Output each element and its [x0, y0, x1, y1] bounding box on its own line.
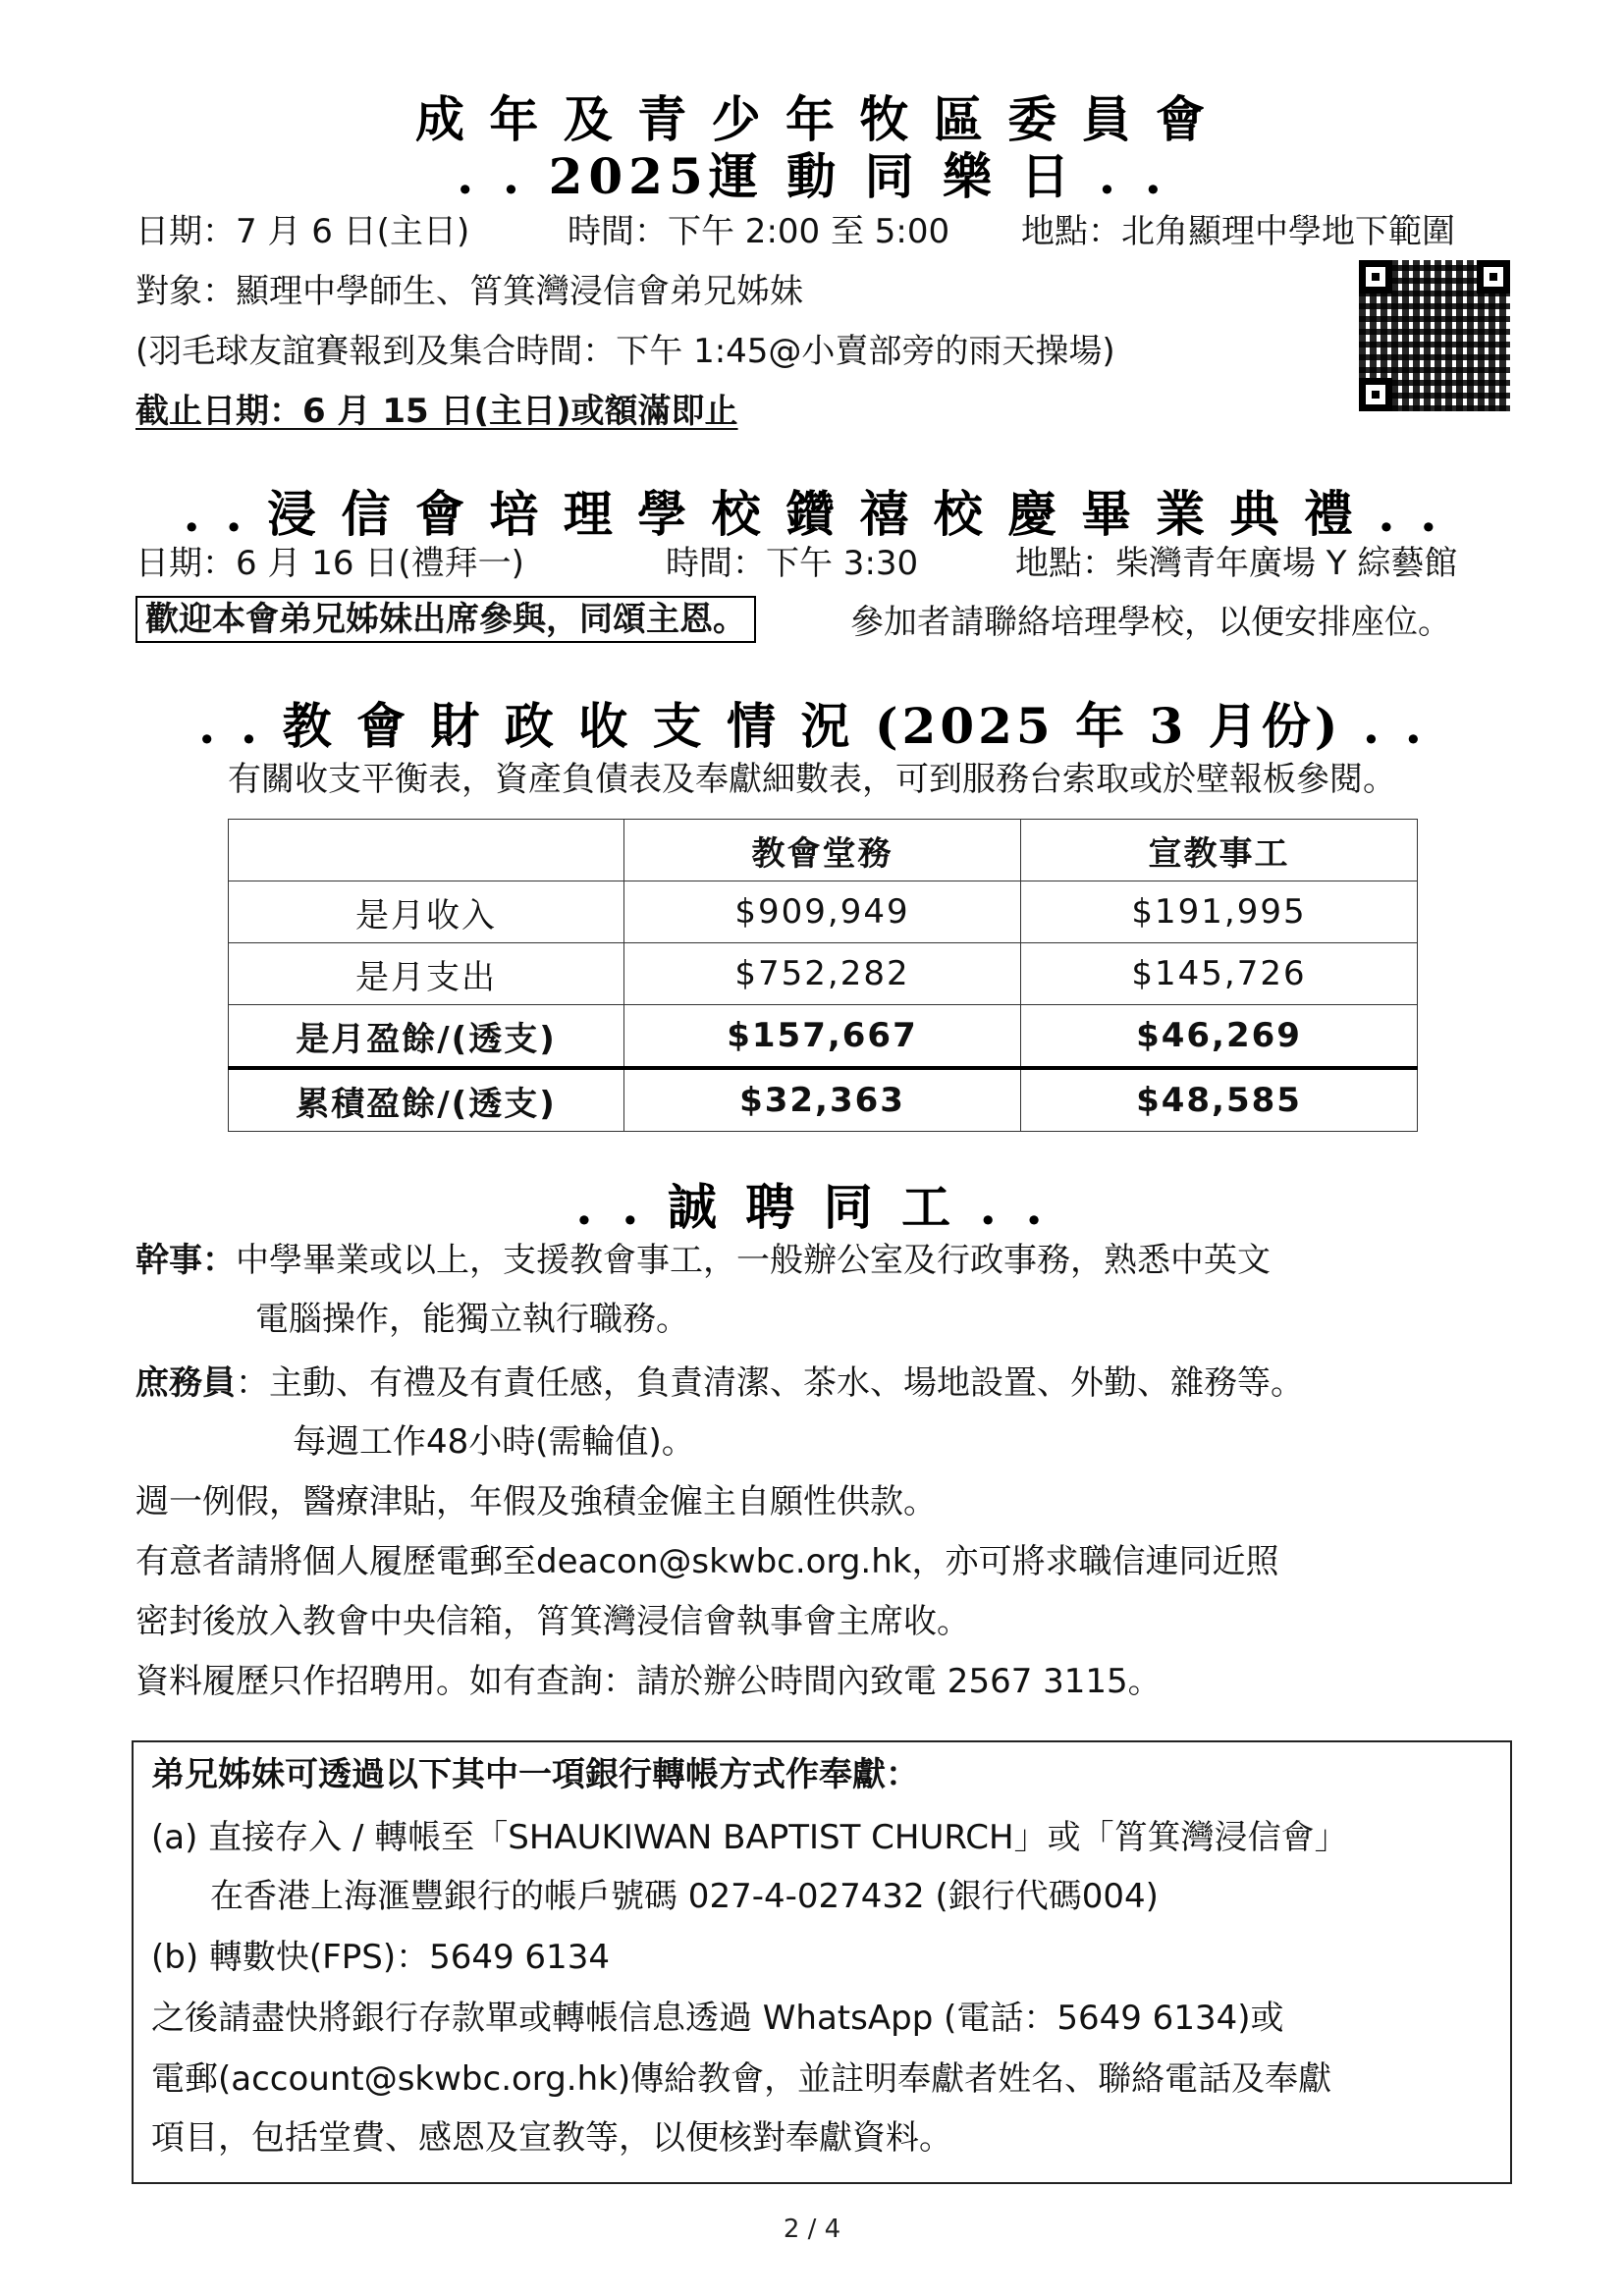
mission-value: $46,269 — [1021, 1005, 1418, 1069]
mission-value: $145,726 — [1021, 943, 1418, 1005]
graduation-venue: 地點：柴灣青年廣場 Y 綜藝館 — [1015, 544, 1458, 583]
church-value: $909,949 — [624, 881, 1021, 943]
recruit-privacy: 資料履歷只作招聘用。如有查詢：請於辦公時間內致電 2567 3115。 — [135, 1662, 1162, 1701]
giving-title: 弟兄姊妹可透過以下其中一項銀行轉帳方式作奉獻： — [151, 1755, 919, 1794]
finance-header-blank — [229, 820, 624, 881]
graduation-time: 時間：下午 3:30 — [666, 544, 919, 583]
row-label: 是月收入 — [229, 881, 624, 943]
secretary-desc-2: 電腦操作，能獨立執行職務。 — [255, 1300, 689, 1339]
sports-day-venue: 地點：北角顯理中學地下範圍 — [1021, 212, 1455, 251]
church-value: $157,667 — [624, 1005, 1021, 1069]
page-number: 2 / 4 — [783, 2215, 841, 2244]
secretary-desc-1: 中學畢業或以上，支援教會事工，一般辦公室及行政事務，熟悉中英文 — [236, 1241, 1271, 1280]
sports-day-time: 時間：下午 2:00 至 5:00 — [568, 212, 950, 251]
row-label: 累積盈餘/(透支) — [229, 1068, 624, 1132]
janitor-desc-2: 每週工作48小時(需輪值)。 — [293, 1422, 695, 1462]
sports-day-audience: 對象：顯理中學師生、筲箕灣浸信會弟兄姊妹 — [135, 272, 803, 311]
mission-value: $48,585 — [1021, 1068, 1418, 1132]
sports-day-subtitle: . . 2025運 動 同 樂 日 . . — [456, 147, 1168, 205]
recruit-title: . . 誠 聘 同 工 . . — [575, 1178, 1049, 1236]
secretary-label: 幹事： — [135, 1241, 236, 1280]
giving-after-1: 之後請盡快將銀行存款單或轉帳信息透過 WhatsApp (電話：5649 6134)或 — [151, 1999, 1284, 2038]
finance-intro: 有關收支平衡表，資產負債表及奉獻細數表，可到服務台索取或於壁報板參閱。 — [228, 760, 1396, 799]
giving-after-2: 電郵(account@skwbc.org.hk)傳給教會，並註明奉獻者姓名、聯絡電話及奉獻 — [151, 2059, 1332, 2099]
row-label: 是月支出 — [229, 943, 624, 1005]
janitor-desc-1: ：主動、有禮及有責任感，負責清潔、茶水、場地設置、外勤、雜務等。 — [236, 1363, 1304, 1403]
mission-value: $191,995 — [1021, 881, 1418, 943]
graduation-contact: 參加者請聯絡培理學校，以便安排座位。 — [850, 603, 1451, 642]
graduation-date: 日期：6 月 16 日(禮拜一) — [135, 544, 524, 583]
graduation-welcome-box: 歡迎本會弟兄姊妹出席參與，同頌主恩。 — [135, 596, 756, 643]
giving-option-a-2: 在香港上海滙豐銀行的帳戶號碼 027-4-027432 (銀行代碼004) — [210, 1877, 1159, 1916]
graduation-title: . . 浸 信 會 培 理 學 校 鑽 禧 校 慶 畢 業 典 禮 . . — [183, 485, 1441, 543]
sports-day-deadline: 截止日期：6 月 15 日(主日)或額滿即止 — [135, 392, 738, 431]
finance-table — [228, 819, 1418, 1132]
recruit-benefits: 週一例假，醫療津貼，年假及強積金僱主自願性供款。 — [135, 1482, 937, 1522]
church-value: $752,282 — [624, 943, 1021, 1005]
finance-header-church: 教會堂務 — [624, 820, 1021, 881]
finance-title: . . 教 會 財 政 收 支 情 況 (2025 年 3 月份) . . — [197, 697, 1426, 755]
table-row — [229, 881, 1418, 943]
recruit-apply-1: 有意者請將個人履歷電郵至deacon@skwbc.org.hk，亦可將求職信連同近照 — [135, 1542, 1279, 1581]
sports-day-title: 成 年 及 青 少 年 牧 區 委 員 會 — [414, 90, 1210, 148]
finance-table-header — [229, 820, 1418, 881]
finance-header-mission: 宣教事工 — [1021, 820, 1418, 881]
recruit-apply-2: 密封後放入教會中央信箱，筲箕灣浸信會執事會主席收。 — [135, 1602, 970, 1641]
giving-option-b: (b) 轉數快(FPS)：5649 6134 — [151, 1938, 610, 1977]
row-label: 是月盈餘/(透支) — [229, 1005, 624, 1069]
table-row — [229, 943, 1418, 1005]
janitor-label: 庶務員 — [135, 1363, 236, 1403]
church-value: $32,363 — [624, 1068, 1021, 1132]
table-row — [229, 1068, 1418, 1132]
qr-code-icon[interactable] — [1359, 260, 1510, 411]
sports-day-date: 日期：7 月 6 日(主日) — [135, 212, 470, 251]
giving-after-3: 項目，包括堂費、感恩及宣教等，以便核對奉獻資料。 — [151, 2118, 952, 2158]
sports-day-note: (羽毛球友誼賽報到及集合時間：下午 1:45@小賣部旁的雨天操場) — [135, 332, 1115, 371]
table-row — [229, 1005, 1418, 1069]
giving-option-a-1: (a) 直接存入 / 轉帳至「SHAUKIWAN BAPTIST CHURCH」或「筲箕灣浸信會」 — [151, 1818, 1348, 1857]
